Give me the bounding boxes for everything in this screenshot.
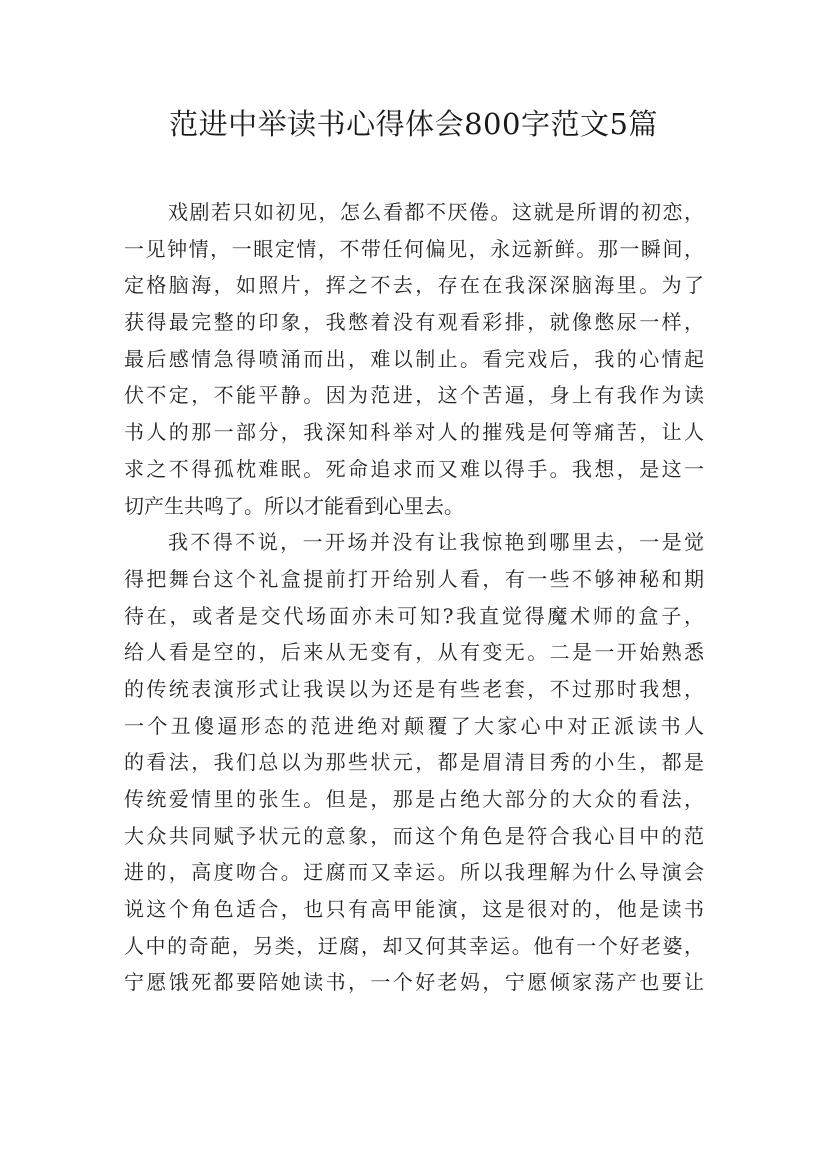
text-line: 定格脑海，如照片，挥之不去，存在在我深深脑海里。为了 <box>124 273 704 298</box>
text-line: 伏不定，不能平静。因为范进，这个苦逼，身上有我作为读 <box>124 383 704 408</box>
text-line: 最后感情急得喷涌而出，难以制止。看完戏后，我的心情起 <box>124 346 704 371</box>
text-line: 进的，高度吻合。迂腐而又幸运。所以我理解为什么导演会 <box>124 860 704 885</box>
text-line: 说这个角色适合，也只有高甲能演，这是很对的，他是读书 <box>124 897 704 922</box>
text-line: 传统爱情里的张生。但是，那是占绝大部分的大众的看法， <box>124 787 704 811</box>
document-body <box>124 194 704 1001</box>
text-line: 求之不得孤枕难眠。死命追求而又难以得手。我想，是这一 <box>124 456 704 481</box>
text-line: 宁愿饿死都要陪她读书，一个好老妈，宁愿倾家荡产也要让 <box>124 970 704 995</box>
text-line: 书人的那一部分，我深知科举对人的摧残是何等痛苦，让人 <box>124 420 704 445</box>
text-line: 获得最完整的印象，我憋着没有观看彩排，就像憋尿一样， <box>124 310 704 335</box>
paragraph <box>124 194 704 524</box>
text-line: 人中的奇葩，另类，迂腐，却又何其幸运。他有一个好老婆， <box>124 933 704 958</box>
text-line: 我不得不说，一开场并没有让我惊艳到哪里去，一是觉 <box>168 530 704 555</box>
text-line: 大众共同赋予状元的意象，而这个角色是符合我心目中的范 <box>124 823 704 848</box>
text-line: 一见钟情，一眼定情，不带任何偏见，永远新鲜。那一瞬间， <box>124 236 704 261</box>
text-line: 一个丑傻逼形态的范进绝对颠覆了大家心中对正派读书人 <box>124 713 704 738</box>
text-line: 切产生共鸣了。所以才能看到心里去。 <box>124 493 464 518</box>
text-line: 戏剧若只如初见，怎么看都不厌倦。这就是所谓的初恋， <box>168 200 704 224</box>
text-line: 得把舞台这个礼盒提前打开给别人看，有一些不够神秘和期 <box>124 566 704 591</box>
text-line: 待在，或者是交代场面亦未可知?我直觉得魔术师的盒子， <box>124 603 704 628</box>
text-line: 的传统表演形式让我误以为还是有些老套，不过那时我想， <box>124 676 704 701</box>
text-line: 的看法，我们总以为那些状元，都是眉清目秀的小生，都是 <box>124 750 704 775</box>
paragraph <box>124 524 704 1001</box>
text-line: 给人看是空的，后来从无变有，从有变无。二是一开始熟悉 <box>124 640 704 665</box>
document-title: 范进中举读书心得体会800字范文5篇 <box>169 107 658 141</box>
